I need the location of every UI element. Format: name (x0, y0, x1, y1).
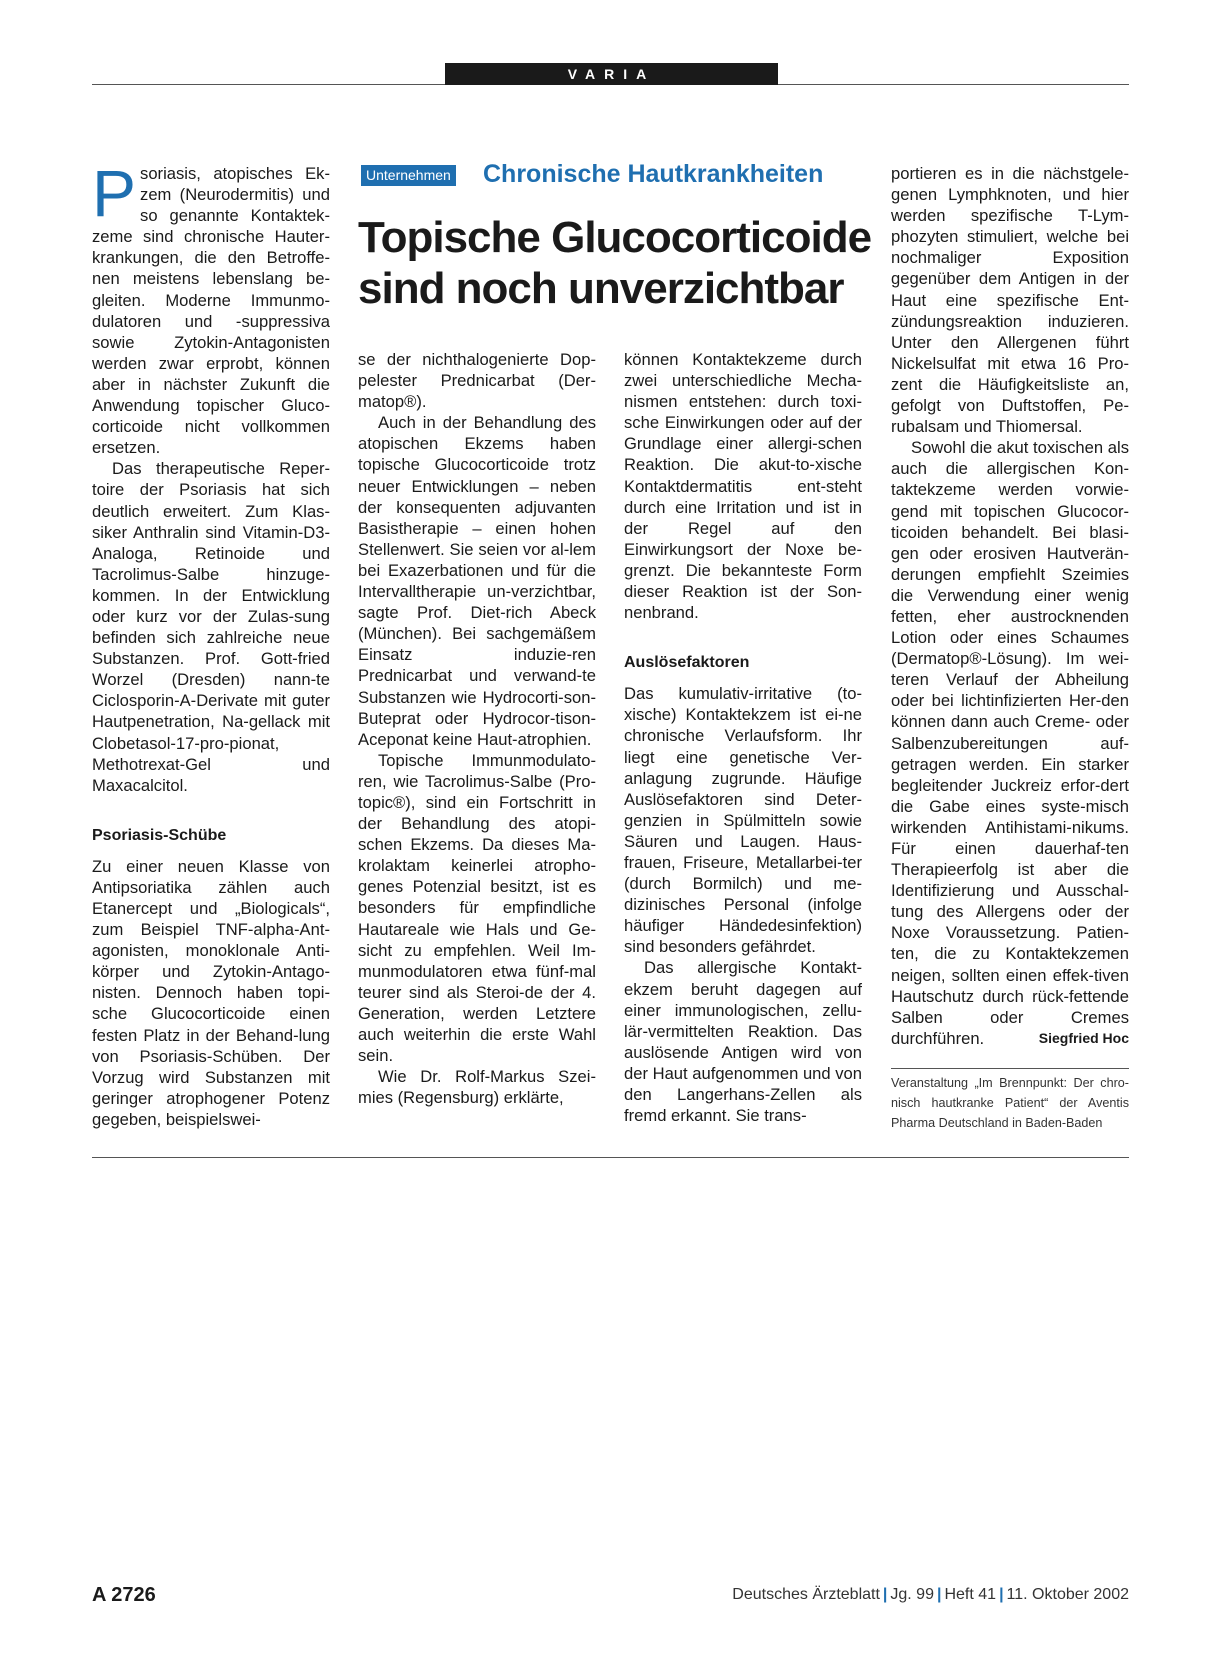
section-label: VARIA (445, 63, 778, 85)
paragraph: soriasis, atopisches Ek-zem (Neurodermitis) und so genannte Kontaktek-zeme sind chronische Hauter-krankungen, die den Betroffe-nen meistens lebenslang be-gleiten. Moderne Immunmo-dulatoren und -suppressiva sowie Zytokin-Antagonisten werden zwar erprobt, können aber in nächster Zukunft die Anwendung topischer Gluco-corticoide nicht vollkommen ersetzen. (92, 164, 330, 458)
journal-issue: Heft 41 (944, 1586, 997, 1603)
paragraph: Wie Dr. Rolf-Markus Szei-mies (Regensburg) erklärte, (358, 1067, 596, 1108)
dropcap: P (92, 156, 137, 230)
article-kicker: Chronische Hautkrankheiten (483, 160, 824, 188)
paragraph (891, 437, 1129, 1049)
paragraph: portieren es in die nächstgele-genen Lymphknoten, und hier werden spezifische T-Lym-phozyten stimuliert, welche bei nochmaliger Exposition gegenüber dem Antigen in der Haut eine spezifische Ent-zündungsreaktion induzieren. Unter den Allergenen führt Nickelsulfat mit etwa 16 Pro-zent die Häufigkeitsliste an, gefolgt von Duftstoffen, Pe-rubalsam und Thiomersal. (891, 164, 1129, 437)
paragraph: Das allergische Kontakt-ekzem beruht dagegen auf einer immunologischen, zellu-lär-vermittelten Reaktion. Das auslösende Antigen wird von der Haut aufgenommen und von den Langerhans-Zellen als fremd erkannt. Sie trans- (624, 958, 863, 1126)
note-rule (891, 1068, 1129, 1069)
column-3 (624, 349, 862, 1126)
column-2 (358, 349, 596, 1108)
paragraph: Das kumulativ-irritative (to-xische) Kontaktekzem ist ei-ne chronische Verlaufsform. Ihr liegt eine genetische Ver-anlagung zugrunde. Häufige Auslösefaktoren sind Deter-genzien in Spülmitteln sowie Säuren und Laugen. Haus-frauen, Friseure, Metallarbei-ter (durch Bormilch) und me-dizinisches Personal (infolge häufiger Händedesinfektion) sind besonders gefährdet. (624, 684, 862, 957)
title-line-2: sind noch unverzichtbar (358, 264, 844, 313)
title-line-1: Topische Glucocorticoide (358, 213, 872, 262)
article-title (358, 212, 871, 314)
paragraph: können Kontaktekzeme durch zwei unterschiedliche Mecha-nismen entstehen: durch toxi-sche Einwirkungen oder auf der Grundlage einer allergi-schen Reaktion. Die akut-to-xische Kontaktdermatitis ent-steht durch eine Irritation und ist in der Regel auf den Einwirkungsort der Noxe be-grenzt. Die bekannteste Form dieser Reaktion ist der Son-nenbrand. (624, 350, 862, 623)
paragraph: Topische Immunmodulato-ren, wie Tacrolimus-Salbe (Pro-topic®), sind ein Fortschritt in der Behandlung des atopi-schen Ekzems. Da dieses Ma-krolaktam keinerlei atropho-genes Potenzial besitzt, ist es besonders für empfindliche Hautareale wie Hals und Ge-sicht zu empfehlen. Weil Im-munmodulatoren etwa fünf-mal teurer sind als Steroi-de der 4. Generation, werden Letztere auch weiterhin die erste Wahl sein. (358, 750, 596, 1066)
event-note: Veranstaltung „Im Brennpunkt: Der chro-nisch hautkranke Patient“ der Aventis Pharma Deutschland in Baden-Baden (891, 1076, 1129, 1130)
column-4 (891, 163, 1129, 1049)
paragraph: se der nichthalogenierte Dop-pelester Prednicarbat (Der-matop®). (358, 350, 596, 412)
paragraph-text: Sowohl die akut toxischen als auch die allergischen Kon-taktekzeme werden vorwie-gend mit topischen Glucocor-ticoiden behandelt. Bei blasi-gen oder erosiven Hautverän-derungen empfiehlt Szeimies die Verwendung einer wenig fetten, eher austrocknenden Lotion oder eines Schaumes (Dermatop®-Lösung). Im wei-teren Verlauf der Abheilung oder bei lichtinfizierten Her-den können dann auch Creme- oder Salbenzubereitungen auf-getragen werden. Ein starker begleitender Juckreiz erfor-dert die Gabe eines syste-misch wirkenden Antihistami-nikums. Für einen dauerhaf-ten Therapieerfolg ist aber die Identifizierung und Ausschal-tung des Allergens oder der Noxe Voraussetzung. Patien-ten, die zu Kontaktekzemen neigen, sollten einen effek-tiven Hautschutz durch rück-fettende Salben oder Cremes durchführen. (891, 438, 1129, 1048)
journal-footer: Deutsches Ärzteblatt | Jg. 99 | Heft 41 | 11. Oktober 2002 (732, 1586, 1129, 1603)
paragraph: Auch in der Behandlung des atopischen Ekzems haben topische Glucocorticoide trotz neuer Entwicklungen – neben der konsequenten adjuvanten Basistherapie – einen hohen Stellenwert. Sie seien vor al-lem bei Exazerbationen und für die Intervalltherapie un-verzichtbar, sagte Prof. Diet-rich Abeck (München). Bei sachgemäßem Einsatz induzie-ren Prednicarbat und verwand-te Substanzen wie Hydrocorti-son-Buteprat oder Hydrocor-tison-Aceponat keine Haut-atrophien. (358, 413, 596, 749)
journal-date: 11. Oktober 2002 (1006, 1586, 1129, 1603)
paragraph: Das therapeutische Reper-toire der Psoriasis hat sich deutlich erweitert. Zum Klas-siker Anthralin sind Vitamin-D3-Analoga, Retinoide und Tacrolimus-Salbe hinzuge-kommen. In der Entwicklung oder kurz vor der Zulas-sung befinden sich zahlreiche neue Substanzen. Prof. Gott-fried Worzel (Dresden) nann-te Ciclosporin-A-Derivate mit guter Hautpenetration, Na-gellack mit Clobetasol-17-pro-pionat, Methotrexat-Gel und Maxacalcitol. (92, 459, 330, 795)
subheading: Auslösefaktoren (624, 654, 750, 672)
paragraph: Zu einer neuen Klasse von Antipsoriatika zählen auch Etanercept und „Biologicals“, zum Beispiel TNF-alpha-Ant-agonisten, monoklonale Anti-körper und Zytokin-Antago-nisten. Dennoch haben topi-sche Glucocorticoide einen festen Platz in der Behand-lung von Psoriasis-Schüben. Der Vorzug wird Substanzen mit geringer atrophogener Potenz gegeben, beispielswei- (92, 856, 330, 1129)
journal-name: Deutsches Ärzteblatt (732, 1586, 880, 1603)
author-byline: Siegfried Hoc (1038, 1029, 1129, 1046)
bottom-rule (92, 1157, 1129, 1158)
journal-volume: Jg. 99 (890, 1586, 934, 1603)
page-number: A 2726 (92, 1584, 156, 1606)
category-tag: Unternehmen (361, 165, 456, 186)
subheading: Psoriasis-Schübe (92, 826, 227, 844)
column-1 (92, 156, 330, 1130)
